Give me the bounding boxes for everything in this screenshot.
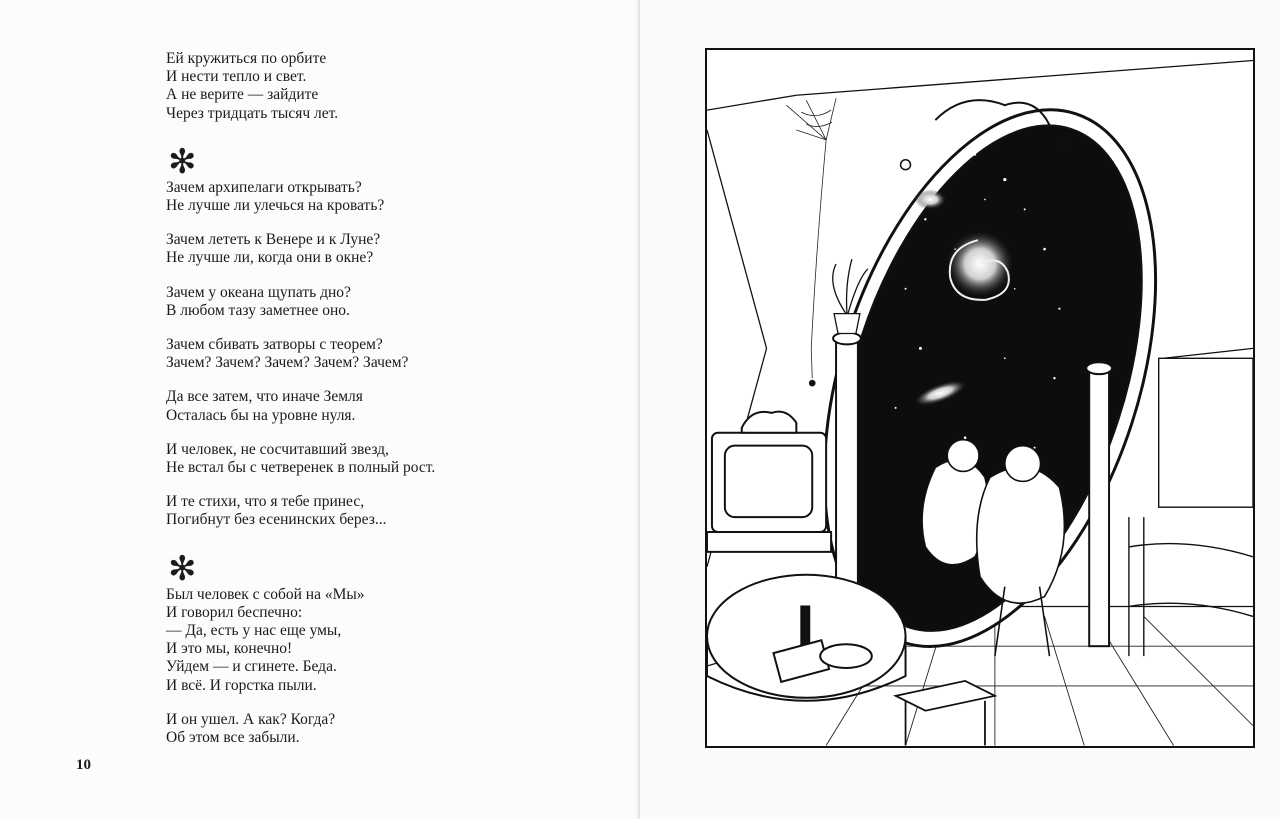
poem-line: Осталась бы на уровне нуля. xyxy=(166,406,356,424)
poem-line: Не лучше ли, когда они в окне? xyxy=(166,249,374,267)
asterism-divider: ✻ xyxy=(168,141,197,182)
stanza xyxy=(166,231,586,267)
poem-line: А не верите — зайдите xyxy=(166,86,319,104)
poem-line: Через тридцать тысяч лет. xyxy=(166,104,339,122)
stool xyxy=(896,681,995,746)
illustration-frame xyxy=(705,48,1255,748)
poem-line: — Да, есть у нас еще умы, xyxy=(166,622,342,640)
poem-line: Погибнут без есенинских берез... xyxy=(166,511,387,529)
poem-line: Да все затем, что иначе Земля xyxy=(166,388,363,406)
poem-column xyxy=(166,50,586,763)
television-set xyxy=(707,412,831,552)
poem-line: Зачем сбивать затворы с теорем? xyxy=(166,336,383,354)
poem-line: Зачем у океана щупать дно? xyxy=(166,283,351,301)
stanza xyxy=(166,50,586,123)
poem-line: И говорил беспечно: xyxy=(166,603,303,621)
poem-line: Зачем лететь к Венере и к Луне? xyxy=(166,231,381,249)
stanza xyxy=(166,586,586,695)
poem-line: Зачем? Зачем? Зачем? Зачем? Зачем? xyxy=(166,354,409,372)
poem-line: И всё. И горстка пыли. xyxy=(166,676,317,694)
poem-line: Ей кружиться по орбите xyxy=(166,50,327,67)
poem-line: Не встал бы с четверенек в полный рост. xyxy=(166,459,436,477)
poem-line: Не лучше ли улечься на кровать? xyxy=(166,197,385,215)
mirror-room-illustration xyxy=(707,50,1253,746)
poem-line: И человек, не сосчитавший звезд, xyxy=(166,440,389,458)
stanza xyxy=(166,284,586,320)
poem-line: Был человек с собой на «Мы» xyxy=(166,585,365,603)
cobweb xyxy=(786,98,836,386)
bedframe xyxy=(1129,358,1253,656)
stanza xyxy=(166,336,586,372)
poem-line: Уйдем — и сгинете. Беда. xyxy=(166,658,337,676)
poem-line: И он ушел. А как? Когда? xyxy=(166,710,336,728)
stanza xyxy=(166,441,586,477)
stanza xyxy=(166,711,586,747)
poem-line: И нести тепло и свет. xyxy=(166,68,307,86)
poem-line: И те стихи, что я тебе принес, xyxy=(166,493,365,511)
round-table xyxy=(707,575,906,701)
poem-line: Об этом все забыли. xyxy=(166,729,300,747)
poem-line: И это мы, конечно! xyxy=(166,640,293,658)
stanza xyxy=(166,388,586,424)
asterism-divider: ✻ xyxy=(168,548,197,589)
poem-line: В любом тазу заметнее оно. xyxy=(166,301,350,319)
page-number: 10 xyxy=(76,757,91,773)
poem-line: Зачем архипелаги открывать? xyxy=(166,178,362,196)
stanza xyxy=(166,179,586,215)
stanza xyxy=(166,493,586,529)
